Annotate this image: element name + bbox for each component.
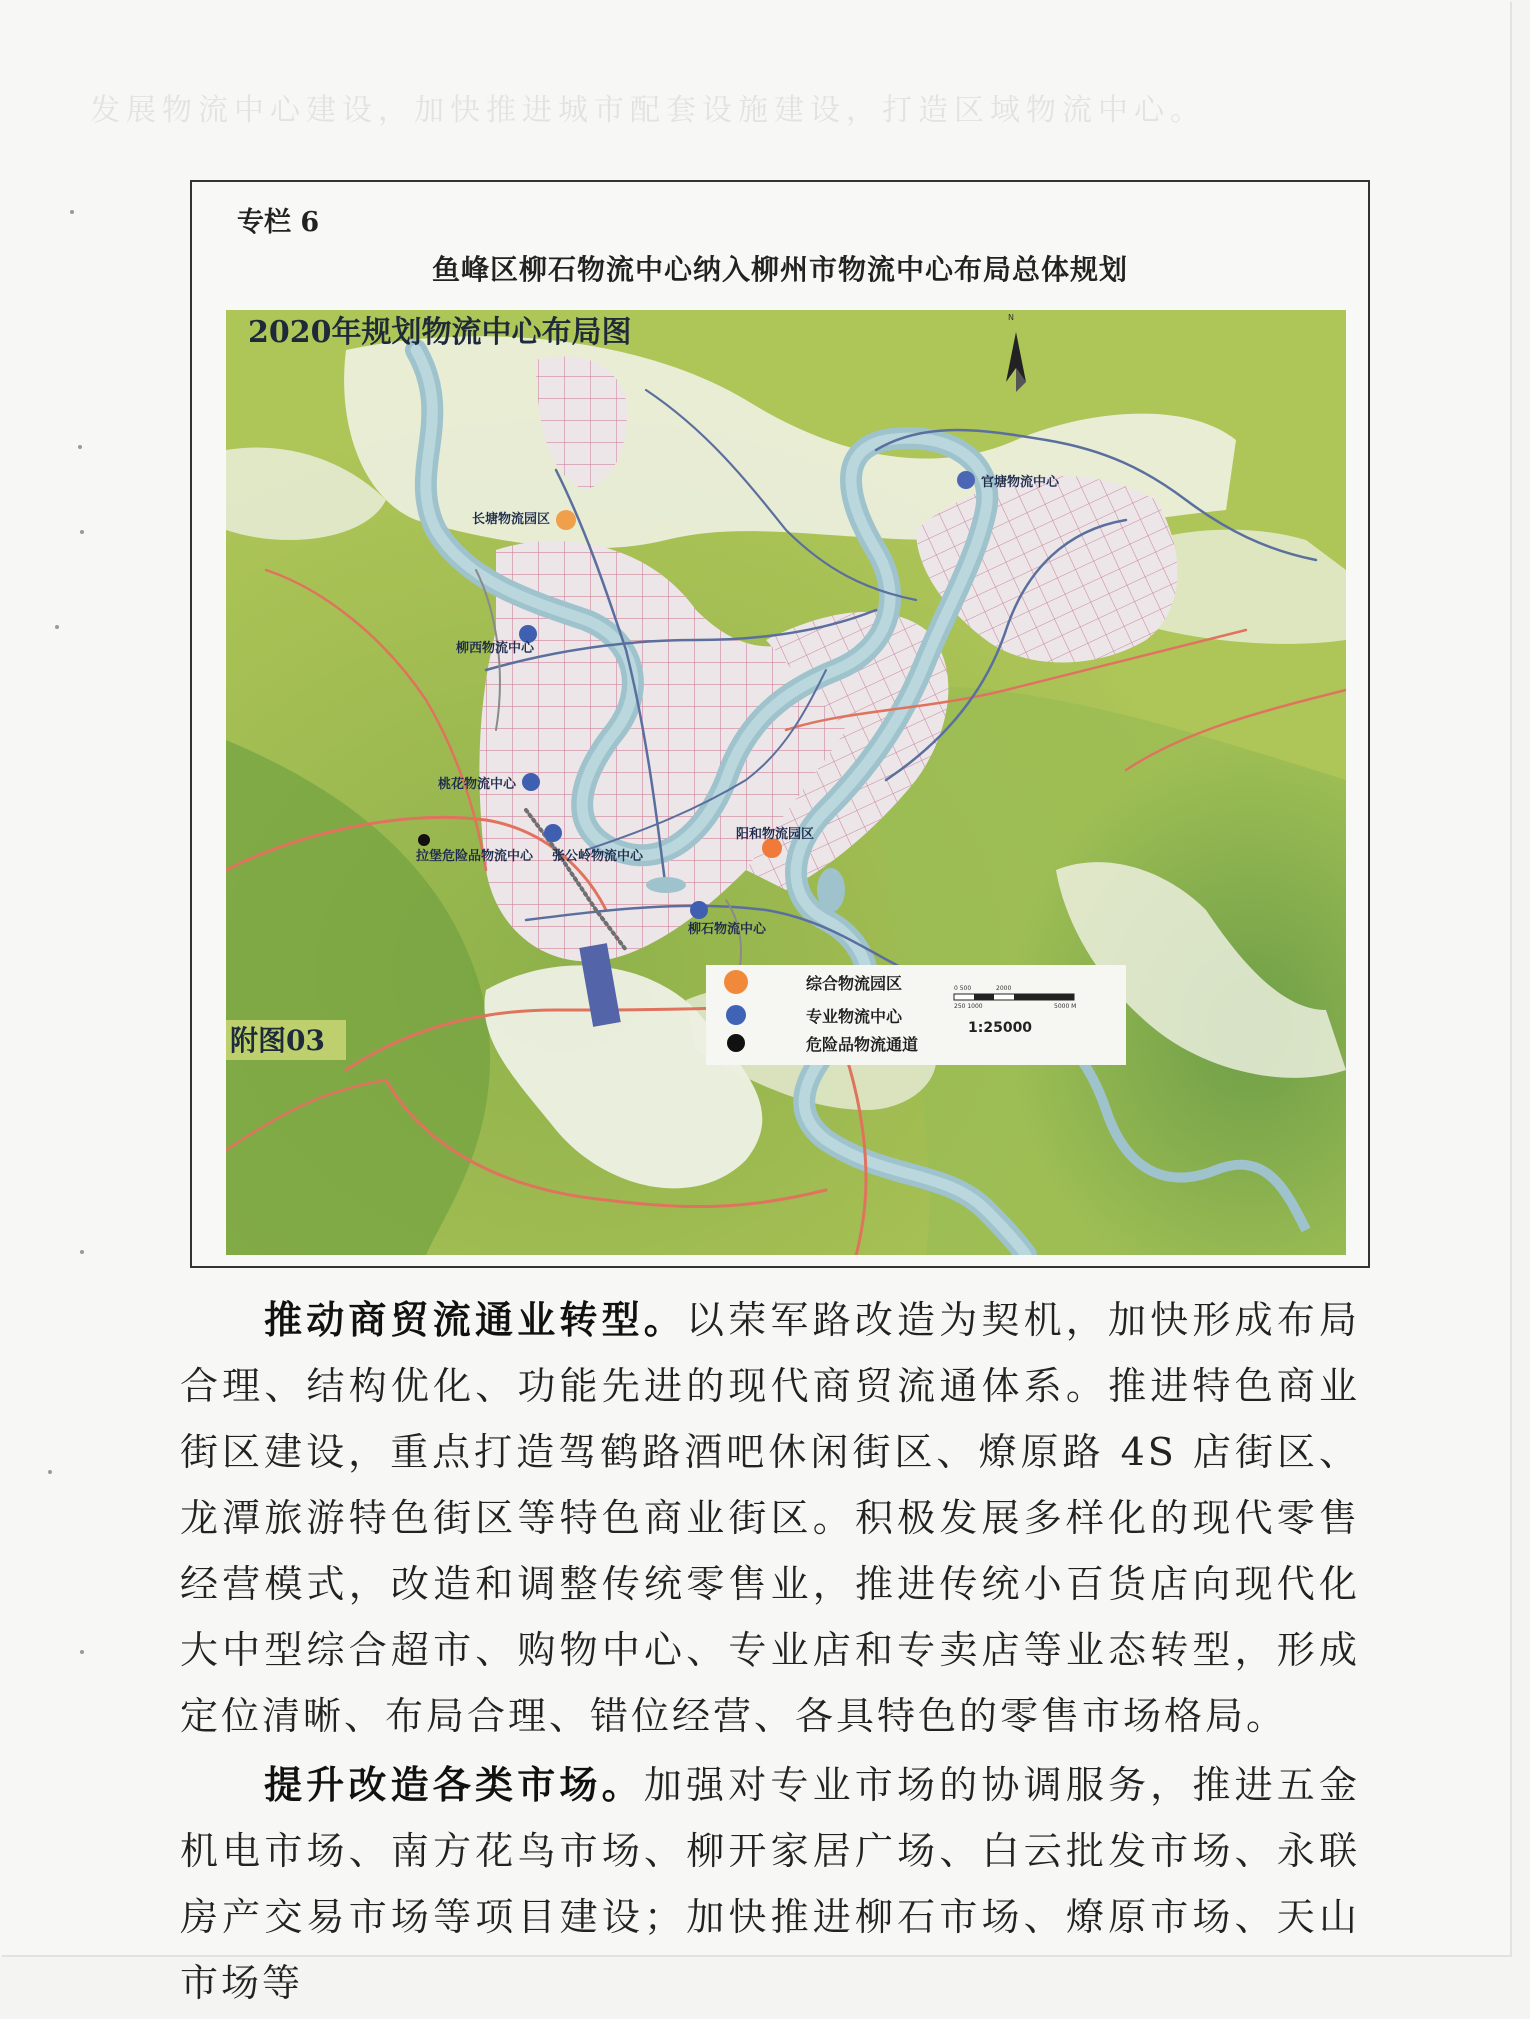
label-taohua: 桃花物流中心 <box>438 777 517 792</box>
paragraph-trade <box>180 1287 1360 1749</box>
box-label: 专栏 6 <box>237 207 320 238</box>
paragraph-trade-text: 以荣军路改造为契机，加快形成布局合理、结构优化、功能先进的现代商贸流通体系。推进特色商业街区建设，重点打造驾鹤路酒吧休闲街区、燎原路 4S 店街区、龙潭旅游特色街区等特色商业街区。积极发展多样化的现代零售经营模式，改造和调整传统零售业，推进传统小百货店向现代化大中型综合超市、购物中心、专业店和专卖店等业态转型，形成定位清晰、布局合理、错位经营、各具特色的零售市场格局。 <box>180 1298 1360 1738</box>
legend-hazard: 危险品物流通道 <box>806 1035 919 1054</box>
legend-special: 专业物流中心 <box>806 1007 903 1026</box>
speck <box>78 445 82 449</box>
paragraph-markets-lead: 提升改造各类市场。 <box>264 1762 644 1807</box>
box-title: 鱼峰区柳石物流中心纳入柳州市物流中心布局总体规划 <box>431 253 1128 286</box>
logistics-map <box>226 310 1346 1255</box>
scale-ratio: 1:25000 <box>968 1020 1033 1036</box>
speck <box>55 625 59 629</box>
label-labao: 拉堡危险品物流中心 <box>416 849 534 864</box>
speck <box>80 1650 84 1654</box>
label-guantang: 官塘物流中心 <box>981 475 1060 490</box>
paragraph-markets <box>180 1752 1360 2016</box>
figure-tag: 附图03 <box>230 1024 325 1057</box>
svg-text:2000: 2000 <box>996 985 1012 992</box>
speck <box>80 1250 84 1254</box>
map-title: 2020年规划物流中心布局图 <box>248 315 632 350</box>
label-liuxi: 柳西物流中心 <box>456 641 535 656</box>
legend-comprehensive: 综合物流园区 <box>806 974 903 993</box>
body-text <box>180 1287 1360 2019</box>
marker-labao <box>418 834 430 846</box>
marker-liushi <box>690 901 708 919</box>
paragraph-trade-lead: 推动商贸流通业转型。 <box>264 1297 686 1342</box>
svg-text:250 1000: 250 1000 <box>954 1003 983 1010</box>
marker-taohua <box>522 773 540 791</box>
label-liushi: 柳石物流中心 <box>688 922 767 937</box>
speck <box>48 1470 52 1474</box>
speck <box>80 530 84 534</box>
bleed-through-text: 发展物流中心建设，加快推进城市配套设施建设，打造区域物流中心。 <box>90 93 1206 128</box>
label-yanghe: 阳和物流园区 <box>736 827 815 842</box>
label-changtang: 长塘物流园区 <box>472 512 551 527</box>
marker-changtang <box>556 510 576 530</box>
svg-text:0 500: 0 500 <box>954 985 972 992</box>
marker-zhanggongling <box>544 824 562 842</box>
svg-text:N: N <box>1008 313 1014 322</box>
svg-text:5000 M: 5000 M <box>1054 1003 1077 1010</box>
column-box <box>190 180 1370 1268</box>
paragraph-markets-text: 加强对专业市场的协调服务，推进五金机电市场、南方花鸟市场、柳开家居广场、白云批发市场、永联房产交易市场等项目建设；加快推进柳石市场、燎原市场、天山市场等 <box>180 1763 1360 2005</box>
speck <box>70 210 74 214</box>
map-legend <box>706 965 1126 1065</box>
marker-guantang <box>957 471 975 489</box>
label-zhanggongling: 张公岭物流中心 <box>552 849 644 864</box>
